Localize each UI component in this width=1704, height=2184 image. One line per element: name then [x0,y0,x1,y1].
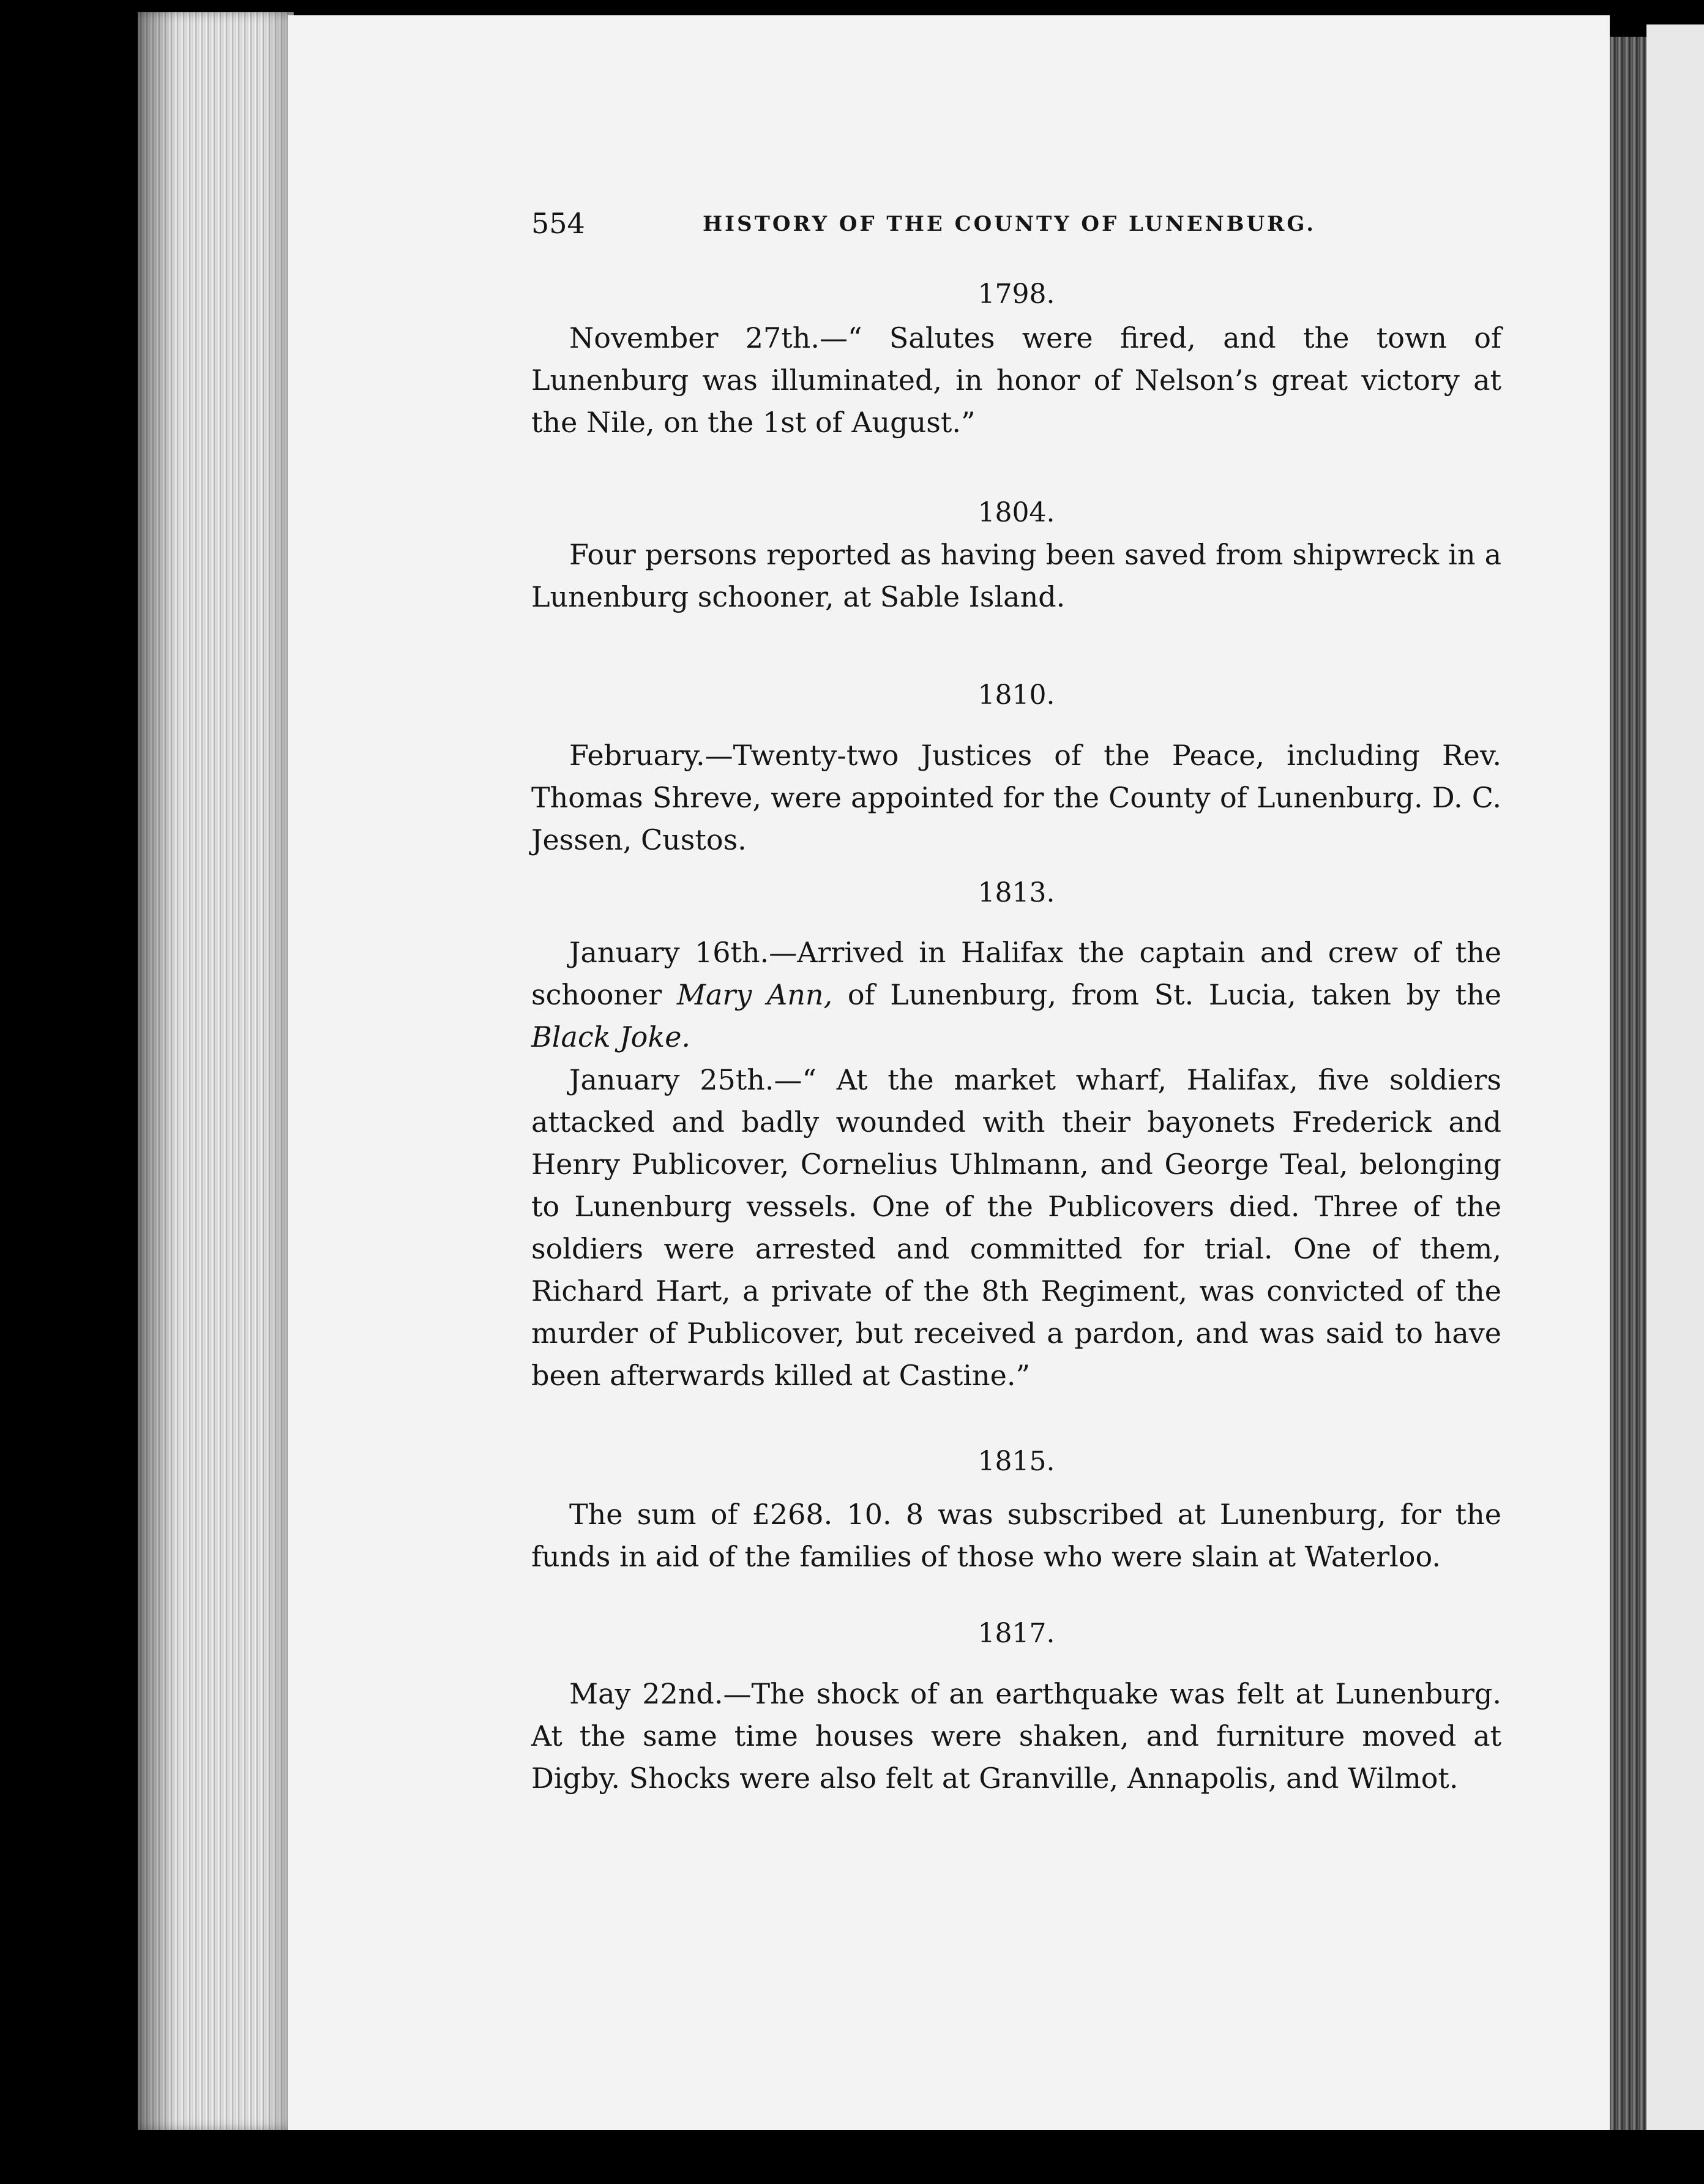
entry-paragraph: November 27th.—“ Salutes were fired, and the town of Lunenburg was illuminated, in honor of Nelson’s great victory at the Nile, on the 1st of August.” [531,321,1501,439]
entry-text: January 16th.—Arrived in Halifax the captain and crew of the schooner [531,936,1501,1011]
ship-name: Mary Ann, [676,978,833,1011]
year-heading: 1813. [977,877,1055,908]
entry-text: of Lunenburg, from St. Lucia, taken by the [832,978,1501,1011]
entry-paragraph [531,932,1501,1058]
year-heading: 1804. [977,497,1055,528]
year-heading: 1815. [977,1446,1055,1477]
right-page-edges [1610,37,1646,2130]
running-title: HISTORY OF THE COUNTY OF LUNENBURG. [703,212,1317,236]
year-heading: 1810. [977,679,1055,711]
left-page-edges [138,12,294,2130]
ship-name: Black Joke. [531,1020,691,1053]
entry-paragraph: Four persons reported as having been saved from shipwreck in a Lunenburg schooner, at Sable Island. [531,538,1501,613]
facing-page-sliver [1646,24,1704,2130]
page-number: 554 [531,207,585,240]
running-head [531,207,1351,244]
year-heading: 1817. [977,1618,1055,1649]
entry-paragraph: The sum of £268. 10. 8 was subscribed at Lunenburg, for the funds in aid of the families of those who were slain at Waterloo. [531,1498,1501,1573]
entry-paragraph: February.—Twenty-two Justices of the Peace, including Rev. Thomas Shreve, were appointed for the County of Lunenburg. D. C. Jessen, Custos. [531,739,1501,856]
year-heading: 1798. [977,279,1055,310]
entry-paragraph: May 22nd.—The shock of an earthquake was felt at Lunenburg. At the same time houses were shaken, and furniture moved at Digby. Shocks were also felt at Granville, Annapolis, and Wilmot. [531,1677,1501,1795]
entry-paragraph: January 25th.—“ At the market wharf, Halifax, five soldiers attacked and badly wounded with their bayonets Frederick and Henry Publicover, Cornelius Uhlmann, and George Teal, belonging to Lunenburg vessels. One of the Publicovers died. Three of the soldiers were arrested and committed for trial. One of them, Richard Hart, a private of the 8th Regiment, was convicted of the murder of Publicover, but received a pardon, and was said to have been afterwards killed at Castine.” [531,1063,1501,1392]
